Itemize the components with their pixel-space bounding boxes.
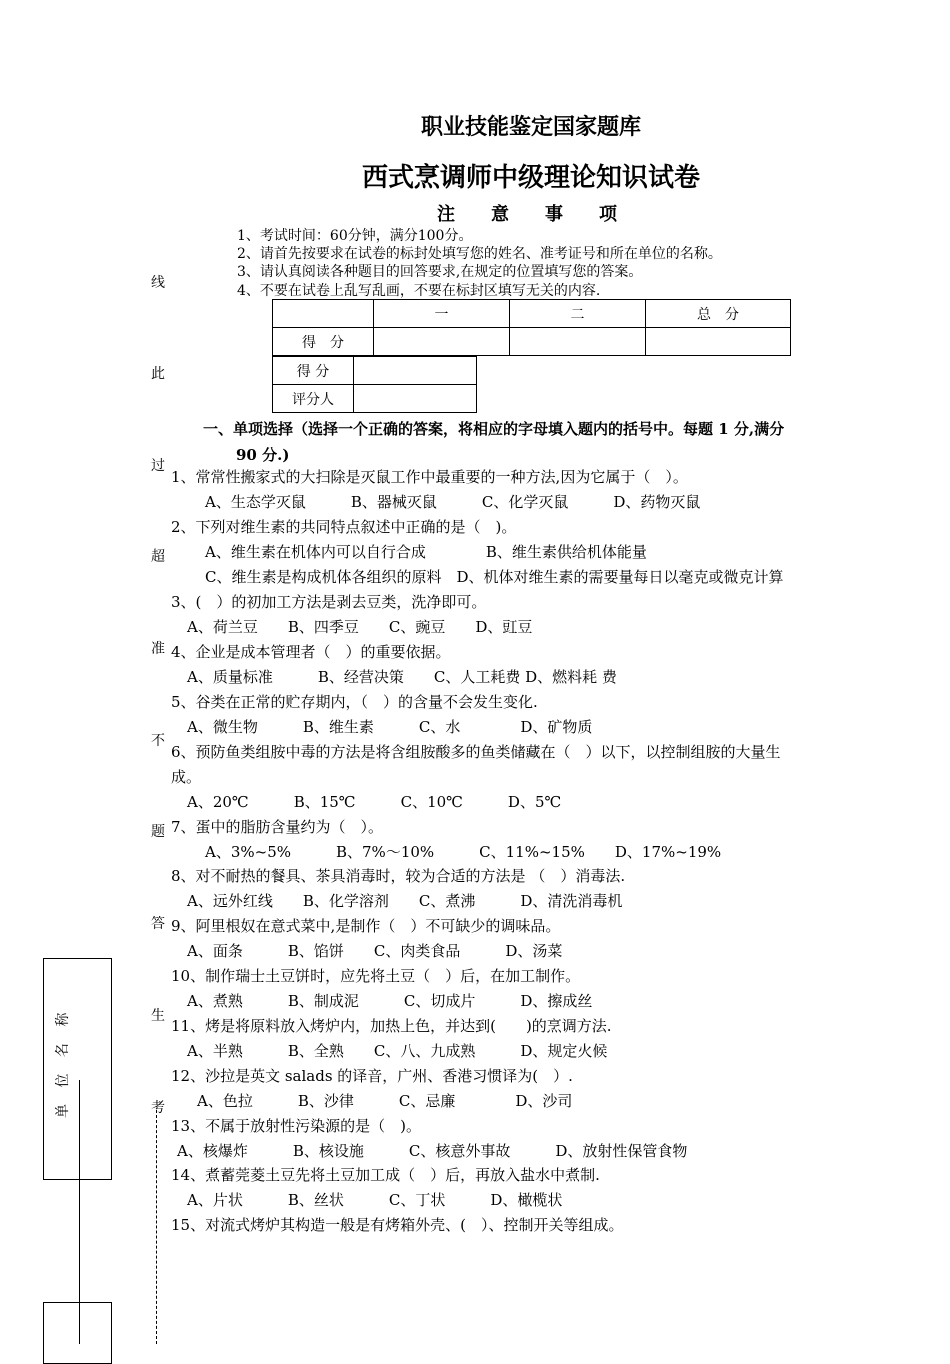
score-header-total: 总 分 bbox=[646, 300, 791, 328]
exam-title: 西式烹调师中级理论知识试卷 bbox=[361, 163, 700, 193]
grader-score-label: 得 分 bbox=[273, 357, 354, 385]
question-6: 6、预防鱼类组胺中毒的方法是将含组胺酸多的鱼类储藏在（ ）以下，以控制组胺的大量生 bbox=[171, 743, 781, 761]
question-12: 12、沙拉是英文 salads 的译音，广州、香港习惯译为( ）. bbox=[171, 1067, 573, 1085]
grader-cell[interactable] bbox=[354, 385, 477, 413]
question-2-options-a: A、维生素在机体内可以自行合成 B、维生素供给机体能量 bbox=[205, 543, 647, 561]
lower-name-box bbox=[43, 1302, 112, 1364]
question-8-options: A、远外红线 B、化学溶剂 C、煮沸 D、清洗消毒机 bbox=[187, 892, 623, 910]
score-header-part1: 一 bbox=[374, 300, 510, 328]
question-3: 3、( ）的初加工方法是剥去豆类，洗净即可。 bbox=[171, 593, 487, 611]
score-table bbox=[272, 299, 791, 356]
question-5-options: A、微生物 B、维生素 C、水 D、矿物质 bbox=[187, 718, 593, 736]
question-15: 15、对流式烤炉其构造一般是有烤箱外壳、( ）、控制开关等组成。 bbox=[171, 1216, 624, 1234]
section-heading bbox=[203, 416, 868, 468]
margin-char: 此 bbox=[151, 366, 165, 382]
question-11: 11、烤是将原料放入烤炉内，加热上色，并达到( )的烹调方法. bbox=[171, 1017, 612, 1035]
question-13-options: A、核爆炸 B、核设施 C、核意外事故 D、放射性保管食物 bbox=[177, 1142, 688, 1160]
question-7-options: A、3%~5% B、7%～10% C、11%~15% D、17%~19% bbox=[205, 843, 722, 861]
question-2-options-b: C、维生素是构成机体各组织的原料 D、机体对维生素的需要量每日以毫克或微克计算 bbox=[205, 568, 784, 586]
section-heading-line2: 90 分.) bbox=[236, 446, 290, 464]
score-header-part2: 二 bbox=[510, 300, 646, 328]
question-1-options: A、生态学灭鼠 B、器械灭鼠 C、化学灭鼠 D、药物灭鼠 bbox=[205, 493, 701, 511]
question-4: 4、企业是成本管理者（ ）的重要依据。 bbox=[171, 643, 451, 661]
margin-char: 不 bbox=[151, 733, 165, 749]
note-item: 3、请认真阅读各种题目的回答要求,在规定的位置填写您的答案。 bbox=[237, 264, 643, 280]
margin-char: 生 bbox=[151, 1008, 165, 1024]
unit-name-label: 单 位 名 称 bbox=[55, 1006, 71, 1118]
question-13: 13、不属于放射性污染源的是（ )。 bbox=[171, 1117, 421, 1135]
note-item: 2、请首先按要求在试卷的标封处填写您的姓名、准考证号和所在单位的名称。 bbox=[237, 246, 722, 262]
question-14-options: A、片状 B、丝状 C、丁状 D、橄榄状 bbox=[187, 1191, 563, 1209]
grader-score-cell[interactable] bbox=[354, 357, 477, 385]
score-cell[interactable] bbox=[510, 328, 646, 356]
question-12-options: A、色拉 B、沙律 C、忌廉 D、沙司 bbox=[197, 1092, 573, 1110]
question-2: 2、下列对维生素的共同特点叙述中正确的是（ )。 bbox=[171, 518, 517, 536]
margin-char: 超 bbox=[151, 549, 165, 565]
note-item: 1、考试时间：60分钟，满分100分。 bbox=[237, 228, 473, 244]
score-cell[interactable] bbox=[646, 328, 791, 356]
question-14: 14、煮蓄莞菱土豆先将土豆加工成（ ）后，再放入盐水中煮制. bbox=[171, 1166, 600, 1184]
question-10-options: A、煮熟 B、制成泥 C、切成片 D、擦成丝 bbox=[187, 992, 593, 1010]
margin-char: 答 bbox=[151, 916, 165, 932]
margin-char: 考 bbox=[151, 1100, 165, 1116]
question-6-cont: 成。 bbox=[171, 768, 202, 786]
note-item: 4、不要在试卷上乱写乱画，不要在标封区填写无关的内容. bbox=[237, 283, 601, 299]
section-heading-line1: 一、单项选择（选择一个正确的答案，将相应的字母填入题内的括号中。每题 1 分,满分 bbox=[203, 420, 785, 438]
score-header-blank bbox=[273, 300, 374, 328]
question-9-options: A、面条 B、馅饼 C、肉类食品 D、汤菜 bbox=[187, 942, 563, 960]
grader-table bbox=[272, 356, 477, 413]
question-8: 8、对不耐热的餐具、茶具消毒时，较为合适的方法是 （ ）消毒法. bbox=[171, 867, 626, 885]
margin-char: 准 bbox=[151, 641, 165, 657]
question-6-options: A、20℃ B、15℃ C、10℃ D、5℃ bbox=[187, 793, 562, 811]
notice-heading: 注意事项 bbox=[437, 204, 653, 225]
score-row-label: 得 分 bbox=[273, 328, 374, 356]
question-4-options: A、质量标准 B、经营决策 C、人工耗费 D、燃料耗 费 bbox=[187, 668, 617, 686]
page-title: 职业技能鉴定国家题库 bbox=[420, 115, 641, 140]
grader-label: 评分人 bbox=[273, 385, 354, 413]
question-1: 1、常常性搬家式的大扫除是灭鼠工作中最重要的一种方法,因为它属于（ ）。 bbox=[171, 468, 688, 486]
margin-char: 题 bbox=[151, 824, 165, 840]
question-10: 10、制作瑞士土豆饼时，应先将土豆（ ）后，在加工制作。 bbox=[171, 967, 581, 985]
margin-char: 线 bbox=[151, 275, 165, 291]
question-3-options: A、荷兰豆 B、四季豆 C、豌豆 D、豇豆 bbox=[187, 618, 533, 636]
question-11-options: A、半熟 B、全熟 C、八、九成熟 D、规定火候 bbox=[187, 1042, 608, 1060]
question-5: 5、谷类在正常的贮存期内，（ ）的含量不会发生变化. bbox=[171, 693, 538, 711]
question-9: 9、阿里根奴在意式菜中,是制作（ ）不可缺少的调味品。 bbox=[171, 917, 561, 935]
question-7: 7、蛋中的脂肪含量约为（ ）。 bbox=[171, 818, 384, 836]
score-cell[interactable] bbox=[374, 328, 510, 356]
margin-char: 过 bbox=[151, 458, 165, 474]
binding-dashed-line bbox=[156, 1110, 157, 1344]
